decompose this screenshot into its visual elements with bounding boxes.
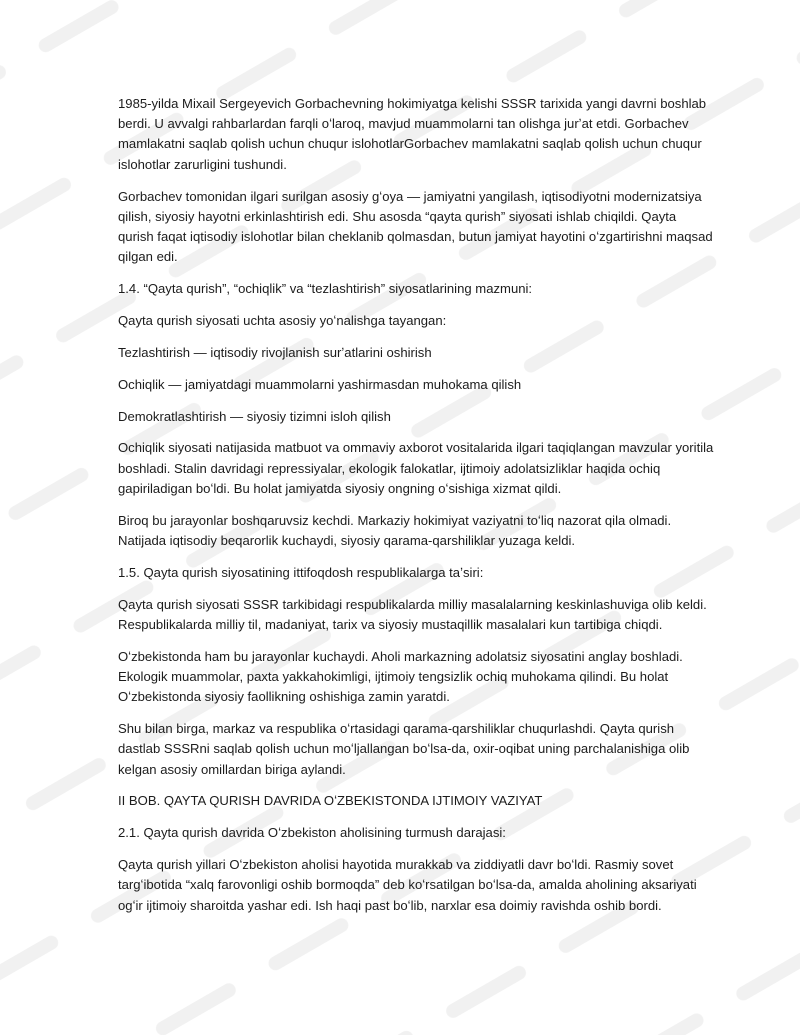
paragraph-three-directions: Qayta qurish siyosati uchta asosiy yoʻnalishga tayangan: xyxy=(118,312,447,328)
chapter-heading-2: II BOB. QAYTA QURISH DAVRIDA OʻZBEKISTONDA IJTIMOIY VAZIYAT xyxy=(118,793,543,809)
paragraph-openness-results: Ochiqlik siyosati natijasida matbuot va ommaviy axborot vositalarida ilgari taqiqlangan mavzular yoritila boshladi. Stalin davridagi repressiyalar, ekologik falokatlar, ijtimoiy adolatsizliklar haqida ochiq gapiriladigan boʻldi. Bu holat jamiyatda siyosiy ongning oʻsishiga xizmat qildi. xyxy=(118,440,714,496)
paragraph-living-standards: Qayta qurish yillari Oʻzbekiston aholisi hayotida murakkab va ziddiyatli davr boʻldi. Rasmiy sovet targʻibotida “xalq farovonligi oshib bormoqda” deb koʻrsatilgan boʻlsa-da, amalda aholining aksariyati ogʻir ijtimoiy sharoitda yashar edi. Ish haqi past boʻlib, narxlar esa doimiy ravishda oshib bordi. xyxy=(118,857,697,913)
list-item-acceleration: Tezlashtirish — iqtisodiy rivojlanish surʼatlarini oshirish xyxy=(118,344,432,360)
list-item-openness: Ochiqlik — jamiyatdagi muammolarni yashirmasdan muhokama qilish xyxy=(118,376,522,392)
paragraph-main-idea: Gorbachev tomonidan ilgari surilgan asosiy gʻoya — jamiyatni yangilash, iqtisodiyotni modernizatsiya qilish, siyosiy hayotni erkinlashtirish edi. Shu asosda “qayta qurish” siyosati ishlab chiqildi. Qayta qurish faqat iqtisodiy islohotlar bilan cheklanib qolmasdan, butun jamiyat hayotini oʻzgartirishni maqsad qilgan edi. xyxy=(118,188,713,265)
section-heading-1-4: 1.4. “Qayta qurish”, “ochiqlik” va “tezlashtirish” siyosatlarining mazmuni: xyxy=(118,281,533,296)
paragraph-uncontrolled: Biroq bu jarayonlar boshqaruvsiz kechdi. Markaziy hokimiyat vaziyatni toʻliq nazorat qila olmadi. Natijada iqtisodiy beqarorlik kuchaydi, siyosiy qarama-qarshiliklar yuzaga keldi. xyxy=(118,512,672,548)
paragraph-uzbekistan: Oʻzbekistonda ham bu jarayonlar kuchaydi. Aholi markazning adolatsiz siyosatini anglay boshladi. Ekologik muammolar, paxta yakkahokimligi, ijtimoiy tengsizlik ochiq muhokama qilindi. Bu holat Oʻzbekistonda siyosiy faollikning oshishiga zamin yaratdi. xyxy=(118,648,683,705)
section-heading-2-1: 2.1. Qayta qurish davrida Oʻzbekiston aholisining turmush darajasi: xyxy=(118,825,506,841)
paragraph-intro: 1985-yilda Mixail Sergeyevich Gorbachevning hokimiyatga kelishi SSSR tarixida yangi davrni boshlab berdi. U avvalgi rahbarlardan farqli oʻlaroq, mavjud muammolarni tan olishga jurʼat etdi. Gorbachev mamlakatni saqlab qolish uchun chuqur islohotlarGorbachev mamlakatni saqlab qolish uchun chuqur islohotlar zarurligini tushundi. xyxy=(118,96,707,172)
section-heading-1-5: 1.5. Qayta qurish siyosatining ittifoqdosh respublikalarga taʼsiri: xyxy=(118,564,484,580)
list-item-democratization: Demokratlashtirish — siyosiy tizimni isloh qilish xyxy=(118,408,391,424)
paragraph-contradictions: Shu bilan birga, markaz va respublika oʻrtasidagi qarama-qarshiliklar chuqurlashdi. Qayta qurish dastlab SSSRni saqlab qolish uchun moʻljallangan boʻlsa-da, oxir-oqibat uning parchalanishiga olib kelgan asosiy omillardan biriga aylandi. xyxy=(118,721,690,777)
document-body xyxy=(118,94,714,928)
paragraph-republics: Qayta qurish siyosati SSSR tarkibidagi respublikalarda milliy masalalarning keskinlashuviga olib keldi. Respublikalarda milliy til, madaniyat, tarix va siyosiy mustaqillik masalalari kun tartibiga chiqdi. xyxy=(118,596,707,632)
